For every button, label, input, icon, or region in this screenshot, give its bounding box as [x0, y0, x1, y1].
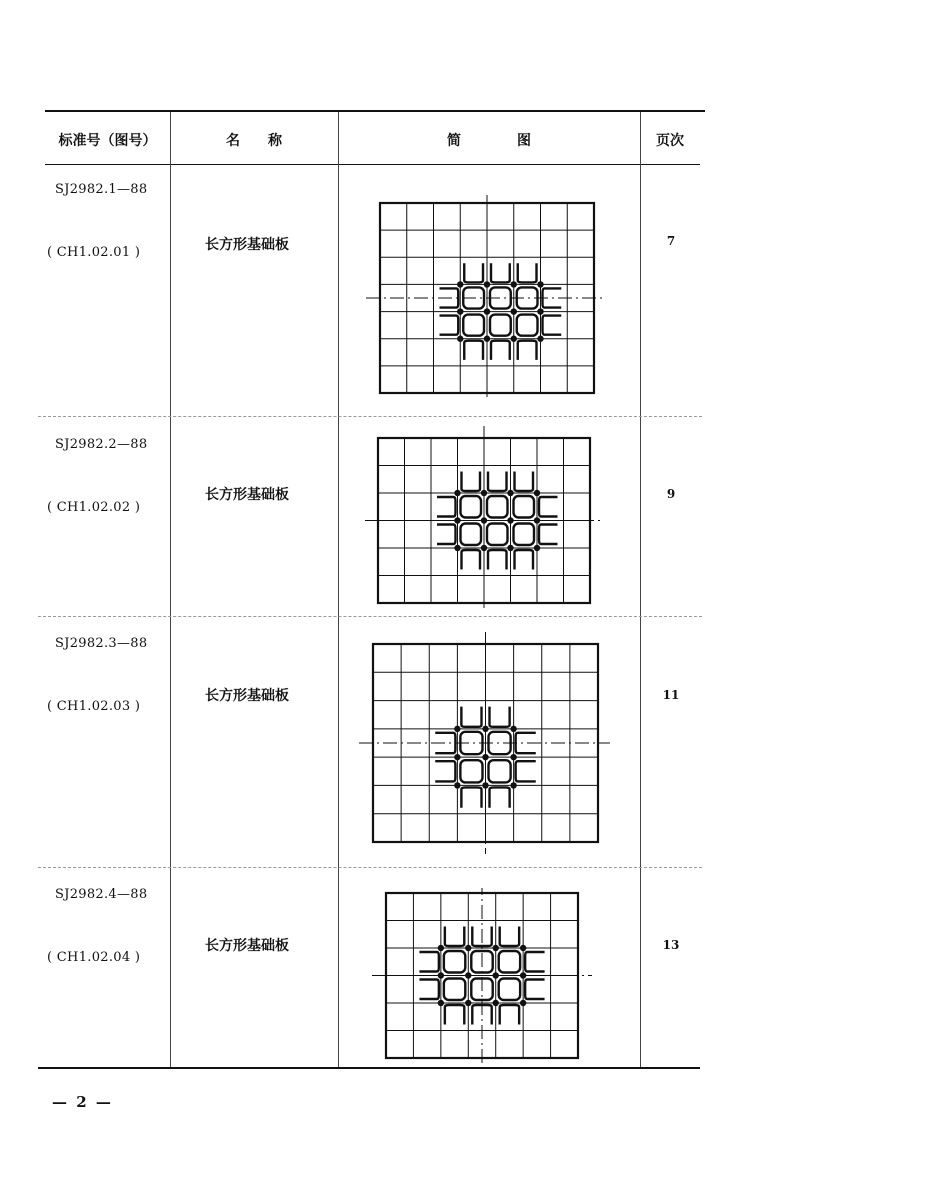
header-figure: 简 图 [447, 133, 531, 149]
column-divider-2 [338, 112, 339, 1067]
part-name: 长方形基础板 [205, 237, 289, 253]
page-ref: 13 [662, 938, 680, 952]
drawing-number: ( CH1.02.04 ) [47, 950, 141, 965]
std-number: SJ2982.3—88 [55, 636, 148, 651]
drawing-number: ( CH1.02.02 ) [47, 500, 141, 515]
part-name: 长方形基础板 [205, 938, 289, 954]
header-page: 页次 [656, 133, 684, 149]
drawing-number: ( CH1.02.03 ) [47, 699, 141, 714]
header-name: 名 称 [226, 133, 282, 149]
page-ref: 7 [666, 234, 676, 248]
std-number: SJ2982.2—88 [55, 437, 148, 452]
table-top-rule [45, 110, 705, 112]
page-number: — 2 — [52, 1093, 113, 1111]
std-number: SJ2982.4—88 [55, 887, 148, 902]
part-name: 长方形基础板 [205, 487, 289, 503]
drawing-number: ( CH1.02.01 ) [47, 245, 141, 260]
baseplate-drawing-1 [365, 195, 605, 400]
std-number: SJ2982.1—88 [55, 182, 148, 197]
page-ref: 11 [662, 688, 680, 702]
table-bottom-rule [38, 1067, 700, 1069]
row-separator [38, 616, 702, 617]
part-name: 长方形基础板 [205, 688, 289, 704]
header-std-no: 标准号（图号） [58, 133, 157, 149]
column-divider-1 [170, 112, 171, 1067]
page-ref: 9 [666, 487, 676, 501]
baseplate-drawing-3 [355, 632, 610, 867]
baseplate-drawing-2 [365, 425, 610, 610]
row-separator [38, 867, 702, 868]
row-separator [38, 416, 702, 417]
baseplate-drawing-4 [372, 888, 612, 1063]
column-divider-3 [640, 112, 641, 1067]
